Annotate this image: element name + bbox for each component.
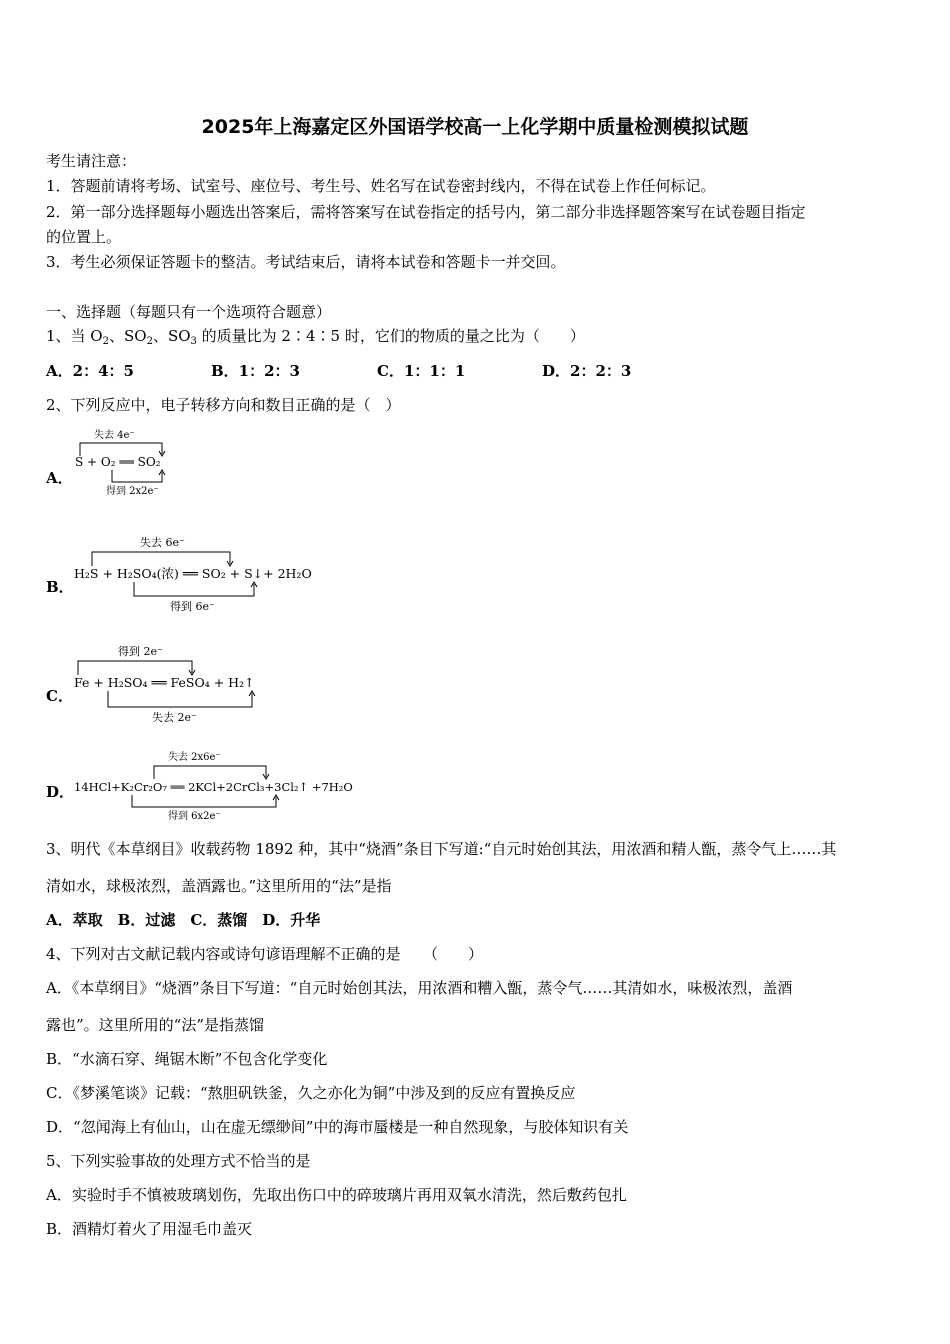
q1-o2-sub: 2	[102, 336, 109, 347]
q3-line-1: 3、明代《本草纲目》收载药物 1892 种，其中“烧酒”条目下写道:“自元时始创其法，用浓酒和精人甑，蒸令气上……其	[46, 840, 837, 858]
q2-option-a-diagram	[72, 426, 182, 501]
q5-option-a: A．实验时手不慎被玻璃划伤，先取出伤口中的碎玻璃片再用双氧水清洗，然后敷药包扎	[46, 1186, 627, 1204]
q2-option-d-diagram	[72, 748, 362, 823]
q2-b-top-text: 失去 6e⁻	[140, 536, 185, 549]
q3-line-2: 清如水，球极浓烈，盖酒露也。”这里所用的“法”是指	[46, 877, 392, 895]
question-1-stem	[46, 326, 585, 352]
q1-stem-pre: 1、当 O	[46, 327, 103, 345]
q1-so2-sub: 2	[146, 336, 153, 347]
q4-option-b: B．“水滴石穿、绳锯木断”不包含化学变化	[46, 1050, 328, 1068]
q2-option-b-label: B．	[46, 578, 74, 596]
q1-option-b: B．1：2：3	[211, 362, 300, 380]
q4-option-a-line1: A．《本草纲目》“烧酒”条目下写道：“自元时始创其法，用浓酒和糟入甑，蒸令气……其清如水，味极浓烈，盖酒	[46, 979, 793, 997]
q2-d-bottom-text: 得到 6x2e⁻	[168, 811, 221, 822]
q2-c-equation: Fe + H₂SO₄ ══ FeSO₄ + H₂↑	[74, 675, 255, 690]
q4-stem: 4、下列对古文献记载内容或诗句谚语理解不正确的是 （ ）	[46, 945, 484, 963]
q1-so3-sub: 3	[190, 336, 197, 347]
q2-a-equation: S + O₂ ══ SO₂	[75, 455, 161, 469]
notice-item-3: 3．考生必须保证答题卡的整洁。考试结束后，请将本试卷和答题卡一并交回。	[46, 253, 566, 271]
q1-option-a: A．2：4：5	[46, 362, 134, 380]
q2-option-a-label: A．	[46, 469, 73, 487]
q3-options: A．萃取 B．过滤 C．蒸馏 D．升华	[46, 911, 321, 929]
q5-stem: 5、下列实验事故的处理方式不恰当的是	[46, 1152, 311, 1170]
notice-heading: 考生请注意：	[46, 152, 137, 170]
q2-c-top-text: 得到 2e⁻	[118, 645, 163, 658]
q2-option-c-label: C．	[46, 687, 73, 705]
q1-option-c: C．1：1：1	[377, 362, 466, 380]
notice-item-2b: 的位置上。	[46, 228, 122, 246]
section-heading: 一、选择题（每题只有一个选项符合题意）	[46, 303, 332, 321]
q2-a-top-text: 失去 4e⁻	[94, 430, 135, 441]
q5-option-b: B．酒精灯着火了用湿毛巾盖灭	[46, 1220, 253, 1238]
q4-option-a-line2: 露也”。这里所用的“法”是指蒸馏	[46, 1016, 265, 1034]
question-2-stem: 2、下列反应中，电子转移方向和数目正确的是（ ）	[46, 396, 401, 414]
q4-option-d: D．“忽闻海上有仙山，山在虚无缥缈间”中的海市蜃楼是一种自然现象，与胶体知识有关	[46, 1118, 629, 1136]
q2-b-bottom-text: 得到 6e⁻	[170, 600, 215, 613]
q2-c-bottom-text: 失去 2e⁻	[152, 711, 197, 724]
q2-d-top-text: 失去 2x6e⁻	[168, 752, 221, 763]
q1-stem-mid1: 、SO	[108, 327, 147, 345]
q2-option-d-label: D．	[46, 783, 75, 801]
q1-stem-post: 的质量比为 2∶4∶5 时，它们的物质的量之比为（ ）	[196, 327, 585, 345]
q1-option-d: D．2：2：3	[542, 362, 632, 380]
q2-a-bottom-text: 得到 2x2e⁻	[106, 486, 159, 497]
notice-item-2a: 2．第一部分选择题每小题选出答案后，需将答案写在试卷指定的括号内，第二部分非选择题答案写在试卷题目指定	[46, 203, 806, 221]
q2-b-equation: H₂S + H₂SO₄(浓) ══ SO₂ + S↓+ 2H₂O	[74, 566, 312, 581]
page-title: 2025年上海嘉定区外国语学校高一上化学期中质量检测模拟试题	[201, 116, 749, 138]
q1-stem-mid2: 、SO	[152, 327, 191, 345]
q2-option-c-diagram	[72, 641, 282, 726]
q4-option-c: C．《梦溪笔谈》记载：“熬胆矾铁釜，久之亦化为铜”中涉及到的反应有置换反应	[46, 1084, 576, 1102]
notice-item-1: 1．答题前请将考场、试室号、座位号、考生号、姓名写在试卷密封线内，不得在试卷上作任何标记。	[46, 177, 716, 195]
q2-option-b-diagram	[72, 532, 322, 617]
q2-d-equation: 14HCl+K₂Cr₂O₇ ══ 2KCl+2CrCl₃+3Cl₂↑ +7H₂O	[74, 780, 353, 794]
